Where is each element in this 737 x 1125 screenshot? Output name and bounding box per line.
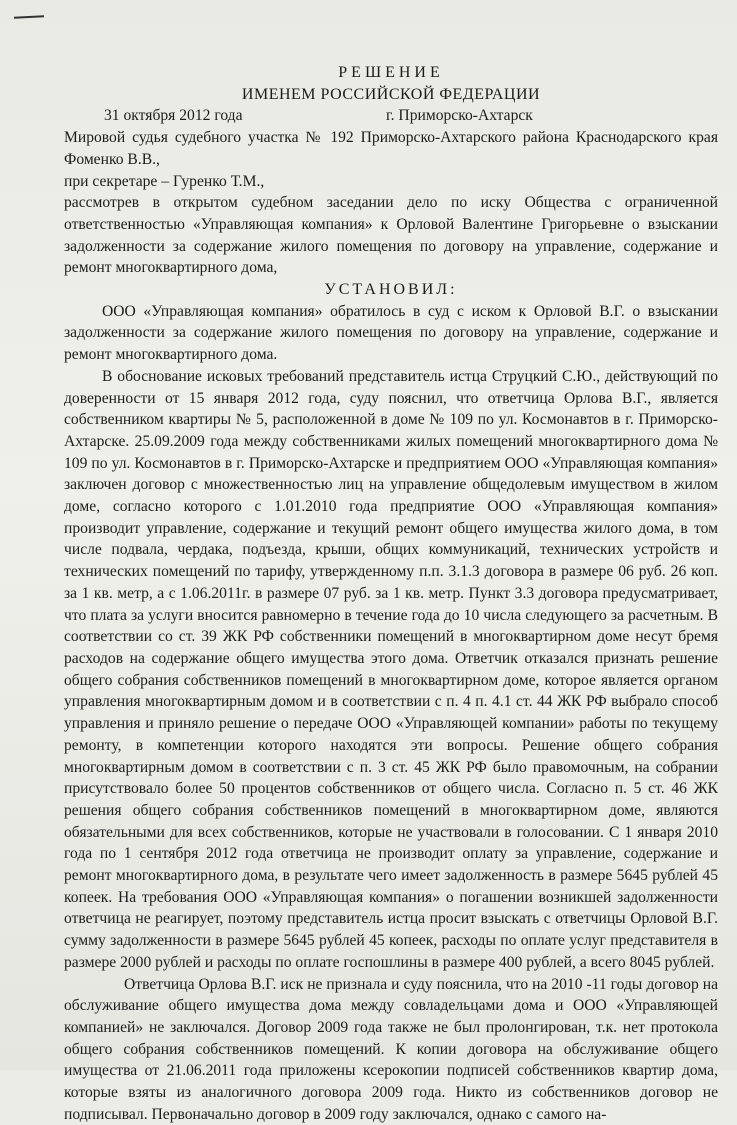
established-heading: УСТАНОВИЛ: <box>324 281 458 299</box>
secretary-line: при секретаре – Гуренко Т.М., <box>64 172 265 190</box>
paragraph-defendant: Ответчица Орлова В.Г. иск не признала и суду пояснила, что на 2010 -11 годы договор на обслуживание общего имущества дома между совладельцами дома и ООО «Управляющей компанией» не заключался. Договор 2009 года также не был пролонгирован, т.к. нет протокола общего собрания собственников помещений. К копии договора на обслуживание общего имущества от 21.06.2011 года приложены ксерокопии подписей собственников квартир дома, которые взяты из аналогичного договора 2009 года. Никто из собственников договор не подписывал. Первоначально договор в 2009 году заключался, однако с самого на- <box>64 975 718 1123</box>
paragraph-plaintiff: В обоснование исковых требований представитель истца Струцкий С.Ю., действующий по доверенности от 15 января 2012 года, суду пояснил, что ответчица Орлова В.Г., является собственником квартиры № 5, расположенной в доме № 109 по ул. Космонавтов в г. Приморско-Ахтарске. 25.09.2009 года между собственниками жилых помещений многоквартирного дома № 109 по ул. Космонавтов в г. Приморско-Ахтарске и предприятием ООО «Управляющая компания» заключен договор с множественностью лиц на управление общедолевым имуществом в жилом доме, согласно которого с 1.01.2010 года предприятие ООО «Управляющая компания» производит управление, содержание и текущий ремонт общего имущества жилого дома, в том числе подвала, чердака, подъезда, крыши, общих коммуникаций, технических устройств и технических помещений по тарифу, утвержденному п.п. 3.1.3 договора в размере 06 руб. 26 коп. за 1 кв. метр, а с 1.06.2011г. в размере 07 руб. за 1 кв. метр. Пункт 3.3 договора предусматривает, что плата за услуги вносится равномерно в течение года до 10 числа следующего за расчетным. В соответствии со ст. 39 ЖК РФ собственники помещений в многоквартирном доме несут бремя расходов на содержание общего имущества этого дома. Ответчик отказался признать решение общего собрания собственников помещений в многоквартирном доме, которое является органом управления многоквартирным домом и в соответствии с п. 4 п. 4.1 ст. 44 ЖК РФ выбрало способ управления и приняло решение о передаче ООО «Управляющей компании» работы по текущему ремонту, в компетенции которого находятся эти вопросы. Решение общего собрания многоквартирным домом в соответствии с п. 3 ст. 45 ЖК РФ было правомочным, на собрании присутствовало более 50 процентов собственников от общего числа. Согласно п. 5 ст. 46 ЖК решения общего собрания собственников помещений в многоквартирном доме, являются обязательными для всех собственников, которые не участвовали в голосовании. С 1 января 2010 года по 1 сентября 2012 года ответчица не производит оплату за управление, содержание и ремонт многоквартирного дома, в результате чего имеет задолженность в размере 5645 рублей 45 копеек. На требования ООО «Управляющая компания» о погашении возникшей задолженности ответчица не реагирует, поэтому представитель истца просит взыскать с ответчицы Орловой В.Г. сумму задолженности в размере 5645 рублей 45 копеек, расходы по оплате услуг представителя в размере 2000 рублей и расходы по оплате госпошлины в размере 400 рублей, а всего 8045 рублей. <box>64 367 718 971</box>
decision-date: 31 октября 2012 года <box>104 107 243 125</box>
paragraph-claim: ООО «Управляющая компания» обратилось в суд с иском к Орловой В.Г. о взыскании задолженности за содержание жилого помещения по договору на управление, содержание и ремонт многоквартирного дома. <box>64 302 718 364</box>
document-body <box>64 62 718 1125</box>
decision-place: г. Приморско-Ахтарск <box>386 107 533 125</box>
pen-mark <box>14 15 44 19</box>
judge-line: Мировой судья судебного участка № 192 Приморско-Ахтарского района Краснодарского края Фоменко В.В., <box>64 129 718 168</box>
date-place-row <box>64 105 718 127</box>
case-line: рассмотрев в открытом судебном заседании дело по иску Общества с ограниченной ответственностью «Управляющая компания» к Орловой Валентине Григорьевне о взыскании задолженности за содержание жилого помещения по договору на управление, содержание и ремонт многоквартирного дома, <box>64 194 718 277</box>
document-title: РЕШЕНИЕ <box>338 64 444 81</box>
document-subtitle: ИМЕНЕМ РОССИЙСКОЙ ФЕДЕРАЦИИ <box>241 85 541 103</box>
